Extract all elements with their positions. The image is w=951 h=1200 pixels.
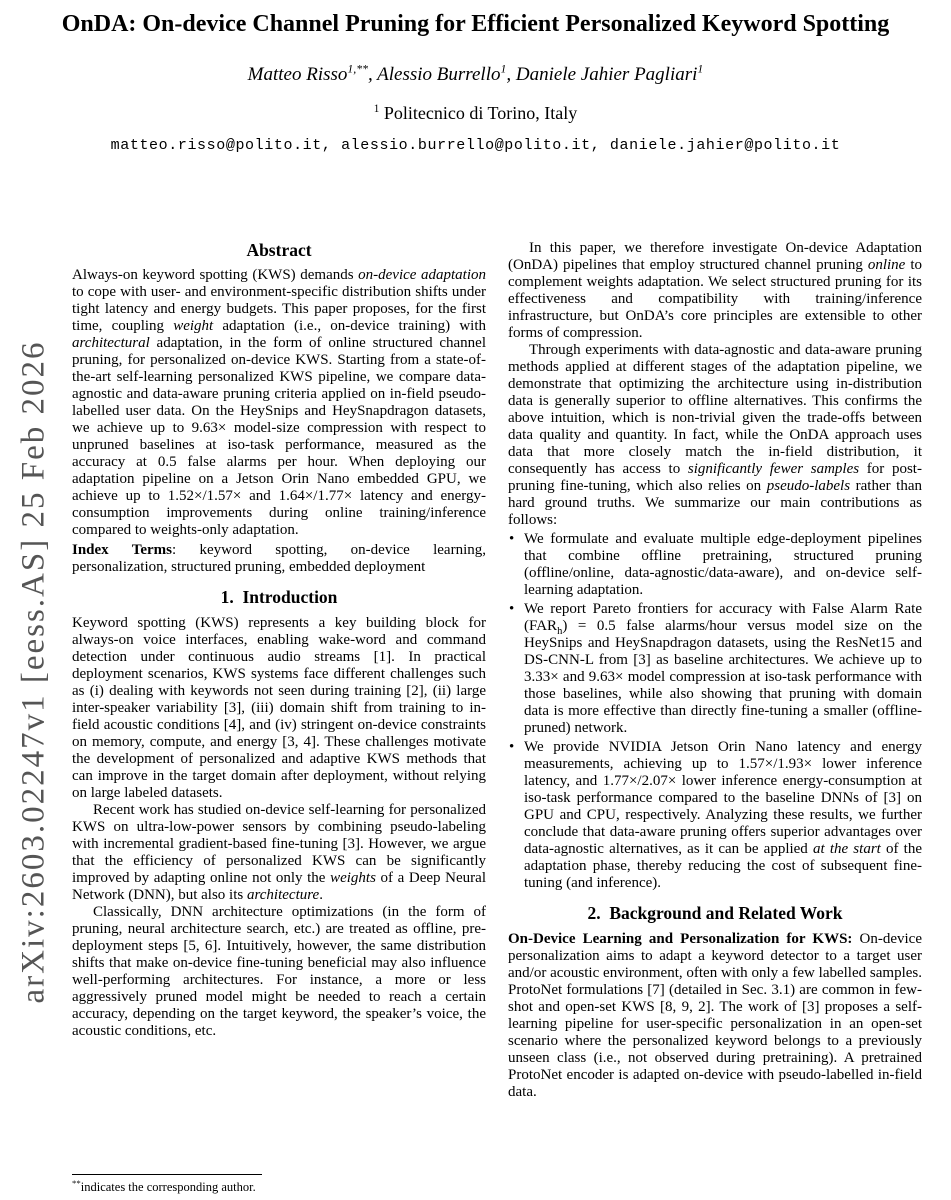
section2-paragraph: On-Device Learning and Personalization for KWS: On-device personalization aims to adapt a keyword detector to a target user and/or acoustic environment, often with only a few labelled samples. ProtoNet formulations [7] (detailed in Sec. 3.1) are common in few-shot and open-set KWS [8, 9, 2]. The work of [3] proposes a self-learning pipeline for user-specific personalization in an open-set scenario where the personalized keyword belongs to a previously unseen class (i.e., not observed during pretraining). A pretrained ProtoNet encoder is adapted on-device with pseudo-labelled in-field data. (508, 931, 922, 1100)
intro-paragraph-1: Keyword spotting (KWS) represents a key building block for always-on voice interfaces, enabling wake-word and command detection under continuous audio streams [1]. In practical deployment scenarios, KWS systems face different challenges such as (i) dealing with keywords not seen during training [2], (ii) large inter-speaker variability [3], (iii) domain shift from training to in-field acoustic conditions [4], and (iv) stringent on-device constraints on memory, compute, and energy [3, 4]. These challenges motivate the development of personalized and adaptive KWS methods that can improve in the target domain after deployment, without relying on large labeled datasets. (72, 615, 486, 801)
bullet-icon: • (509, 531, 515, 547)
contribution-item-3 (508, 739, 922, 892)
affiliation-line: $^1$ Politecnico di Torino, Italy (373, 103, 578, 123)
contribution-text-2: We report Pareto frontiers for accuracy with False Alarm Rate $(FAR_h) = 0.5$ false alarms/hour versus model size on the HeySnips and HeySnapdragon datasets, using the ResNet15 and DS-CNN-L from [3] as baseline architectures. We achieve up to 3.33× and 9.63× model compression at iso-task performance with those baselines, while also showing that pruning with domain data is more effective than directly fine-tuning a smaller (offline-pruned) network. (524, 601, 922, 736)
contribution-text-3: We provide NVIDIA Jetson Orin Nano latency and energy measurements, achieving up to 1.57×/1.93× lower inference latency, and 1.77×/2.07× lower inference energy-consumption at iso-task performance compared to the baseline DNNs of [3] on GPU and CPU, respectively. Analyzing these results, we further conclude that data-aware pruning offers superior advantages over data-agnostic alternatives, as it can be applied at the start of the adaptation phase, thereby reducing the cost of subsequent fine-tuning (and inference). (524, 739, 922, 891)
bullet-icon: • (509, 739, 515, 755)
introduction-heading: 1. Introduction (220, 587, 338, 607)
paper-title: OnDA: On-device Channel Pruning for Efficient Personalized Keyword Spotting (61, 11, 890, 37)
corresponding-author-footnote: **indicates the corresponding author. (72, 1177, 256, 1194)
contribution-item-1 (508, 531, 922, 599)
body-paragraph-1: In this paper, we therefore investigate On-device Adaptation (OnDA) pipelines that employ structured channel pruning online to complement weights adaptation. We select structured pruning for its effectiveness and compatibility with training/inference infrastructure, but OnDA’s core principles are extensible to other forms of compression. (508, 240, 922, 341)
right-column (508, 240, 922, 1200)
footnote-rule (72, 1174, 262, 1175)
paper-header (0, 0, 951, 154)
arxiv-watermark: arXiv:2603.02247v1 [eess.AS] 25 Feb 2026 (15, 340, 52, 1004)
index-terms: Index Terms: keyword spotting, on-device learning, personalization, structured pruning, embedded deployment (72, 542, 486, 575)
bullet-icon: • (509, 601, 515, 617)
contribution-text-1: We formulate and evaluate multiple edge-deployment pipelines that combine offline pretraining, structured pruning (offline/online, data-agnostic/data-aware), and on-device self-learning adaptation. (524, 531, 922, 598)
intro-paragraph-3: Classically, DNN architecture optimizations (in the form of pruning, neural architecture search, etc.) are treated as offline, pre-deployment steps [5, 6]. Intuitively, however, the same distribution shifts that make on-device fine-tuning beneficial may also influence well-performing architectures. For instance, a more or less aggressively pruned model might be needed to reach a certain accuracy, depending on the target keyword, the speaker’s voice, the acoustic conditions, etc. (72, 904, 486, 1039)
section2-heading: 2. Background and Related Work (587, 903, 843, 923)
author-emails: matteo.risso@polito.it, alessio.burrello@polito.it, daniele.jahier@polito.it (110, 137, 841, 154)
body-paragraph-2: Through experiments with data-agnostic and data-aware pruning methods applied at different stages of the adaptation pipeline, we demonstrate that optimizing the architecture using in-distribution data is generally superior to offline alternatives. This confirms the above intuition, which is non-trivial given the trade-offs between data quality and quantity. In fact, while the OnDA approach uses data that more closely match the in-field distribution, it consequently has access to significantly fewer samples for post-pruning fine-tuning, which also relies on pseudo-labels rather than hard ground truths. We summarize our main contributions as follows: (508, 342, 922, 528)
abstract-text: Always-on keyword spotting (KWS) demands on-device adaptation to cope with user- and environment-specific distribution shifts under tight latency and energy budgets. This paper proposes, for the first time, coupling weight adaptation (i.e., on-device training) with architectural adaptation, in the form of online structured channel pruning, for personalized on-device KWS. Starting from a state-of-the-art self-learning personalized KWS pipeline, we compare data-agnostic and data-aware pruning criteria applied on in-field pseudo-labelled user data. On the HeySnips and HeySnapdragon datasets, we achieve up to 9.63× model-size compression with respect to unpruned baselines at iso-task performance, measured as the accuracy at 0.5 false alarms per hour. When deploying our adaptation pipeline on a Jetson Orin Nano embedded GPU, we achieve up to 1.52×/1.57× and 1.64×/1.77× latency and energy-consumption improvements during online training/inference compared to weights-only adaptation. (72, 267, 486, 538)
abstract-heading: Abstract (246, 240, 312, 260)
intro-paragraph-2: Recent work has studied on-device self-learning for personalized KWS on ultra-low-power sensors by combining pseudo-labeling with incremental gradient-based fine-tuning [3]. However, we argue that the efficiency of personalized KWS can be significantly improved by adapting online not only the weights of a Deep Neural Network (DNN), but also its architecture. (72, 802, 486, 903)
authors-line: Matteo Risso$^{1,**}$, Alessio Burrello$^1$, Daniele Jahier Pagliari$^1$ (247, 62, 704, 85)
left-column (72, 240, 486, 1168)
contribution-item-2 (508, 601, 922, 737)
